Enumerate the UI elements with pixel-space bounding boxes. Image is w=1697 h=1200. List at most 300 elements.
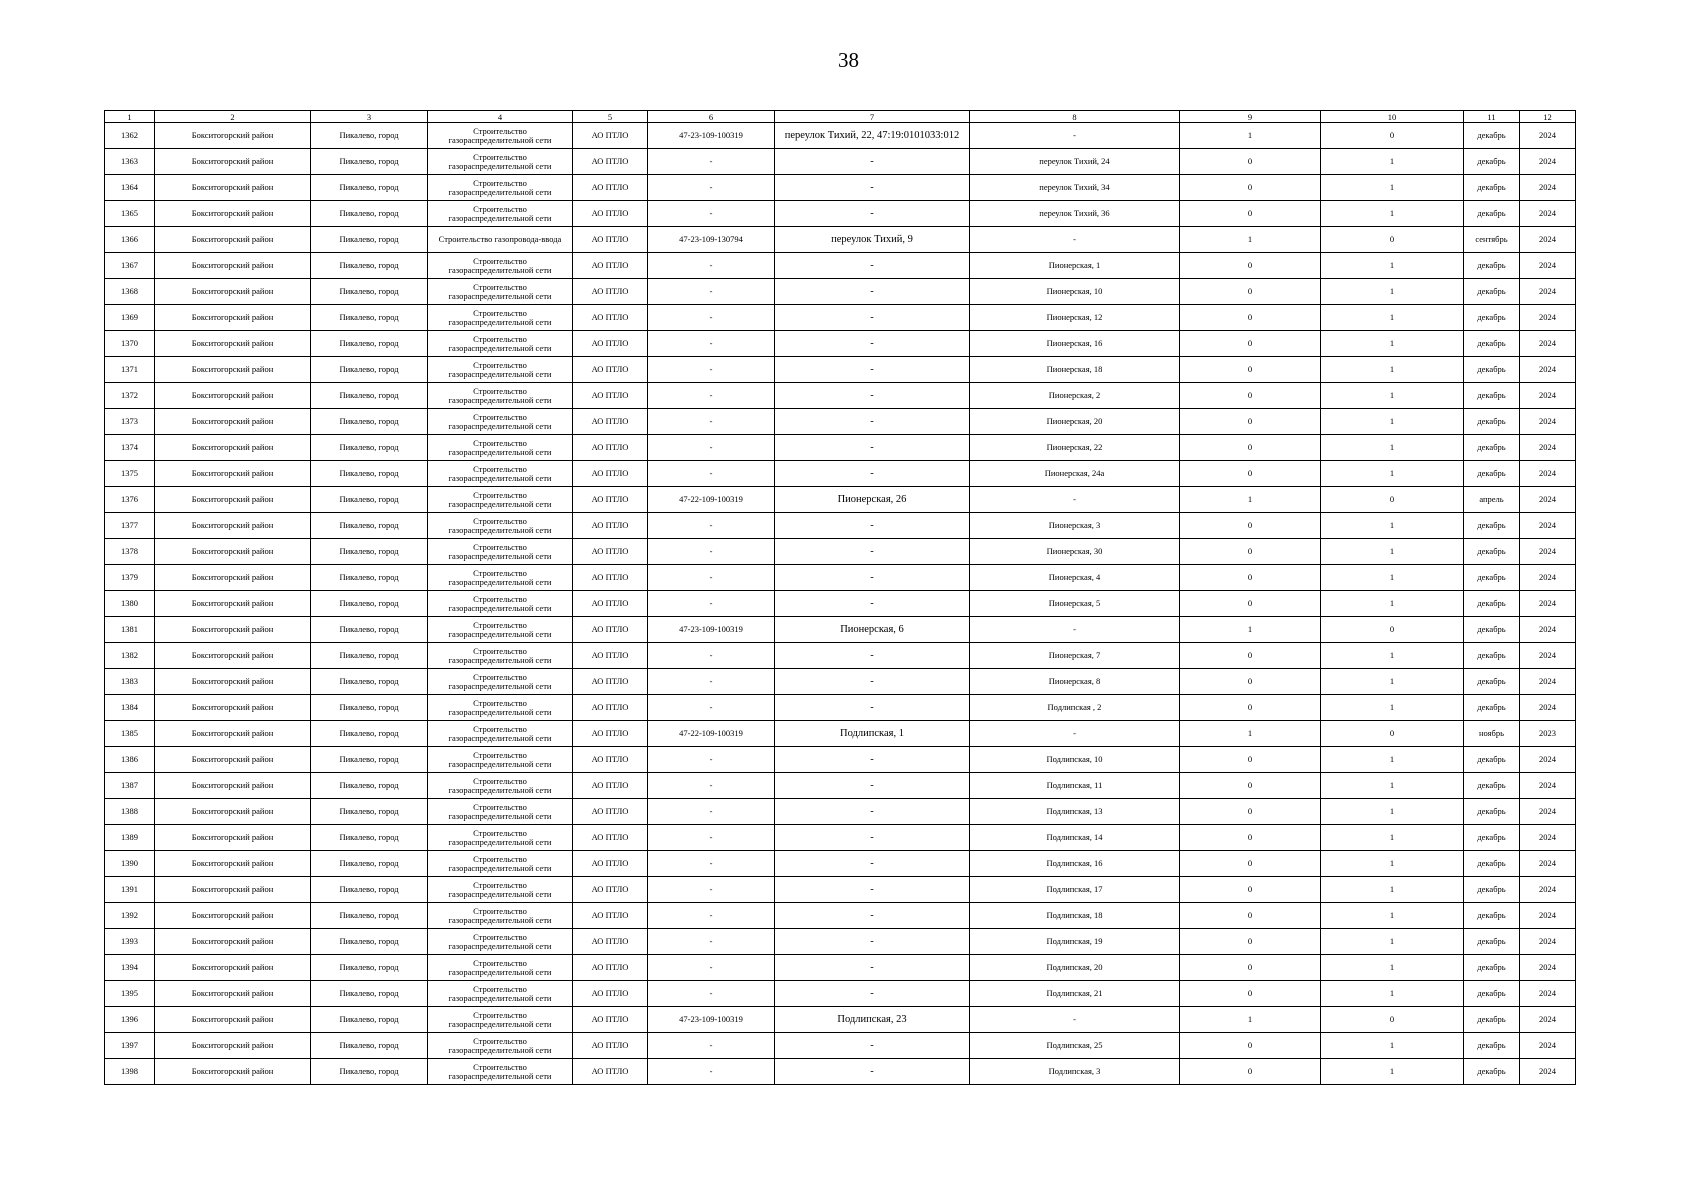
- address-cell: -: [775, 331, 970, 357]
- target-address-cell: Пионерская, 24а: [970, 461, 1180, 487]
- row-number-cell: 1366: [105, 227, 155, 253]
- district-cell: Бокситогорский район: [155, 409, 311, 435]
- row-number-cell: 1388: [105, 799, 155, 825]
- address-cell: -: [775, 1059, 970, 1085]
- column-9-cell: 0: [1180, 747, 1321, 773]
- target-address-cell: Пионерская, 18: [970, 357, 1180, 383]
- month-cell: декабрь: [1464, 565, 1520, 591]
- district-cell: Бокситогорский район: [155, 305, 311, 331]
- address-cell: -: [775, 877, 970, 903]
- column-9-cell: 0: [1180, 435, 1321, 461]
- district-cell: Бокситогорский район: [155, 227, 311, 253]
- object-code-cell: 47-22-109-100319: [648, 721, 775, 747]
- work-type-cell: Строительство газораспределительной сети: [428, 461, 573, 487]
- column-10-cell: 0: [1321, 123, 1464, 149]
- row-number-cell: 1397: [105, 1033, 155, 1059]
- column-9-cell: 0: [1180, 955, 1321, 981]
- district-cell: Бокситогорский район: [155, 903, 311, 929]
- year-cell: 2024: [1520, 903, 1576, 929]
- organization-cell: АО ПТЛО: [573, 175, 648, 201]
- column-9-cell: 0: [1180, 175, 1321, 201]
- locality-cell: Пикалево, город: [311, 565, 428, 591]
- locality-cell: Пикалево, город: [311, 253, 428, 279]
- address-cell: -: [775, 201, 970, 227]
- column-10-cell: 1: [1321, 383, 1464, 409]
- column-10-cell: 1: [1321, 851, 1464, 877]
- object-code-cell: -: [648, 929, 775, 955]
- target-address-cell: Пионерская, 5: [970, 591, 1180, 617]
- target-address-cell: Подлипская, 17: [970, 877, 1180, 903]
- work-type-cell: Строительство газораспределительной сети: [428, 513, 573, 539]
- year-cell: 2024: [1520, 539, 1576, 565]
- year-cell: 2024: [1520, 747, 1576, 773]
- month-cell: декабрь: [1464, 409, 1520, 435]
- target-address-cell: -: [970, 123, 1180, 149]
- column-9-cell: 0: [1180, 461, 1321, 487]
- locality-cell: Пикалево, город: [311, 695, 428, 721]
- row-number-cell: 1376: [105, 487, 155, 513]
- locality-cell: Пикалево, город: [311, 409, 428, 435]
- column-10-cell: 1: [1321, 929, 1464, 955]
- column-9-cell: 1: [1180, 123, 1321, 149]
- column-9-cell: 0: [1180, 201, 1321, 227]
- column-10-cell: 1: [1321, 513, 1464, 539]
- column-9-cell: 1: [1180, 487, 1321, 513]
- table-row: [105, 305, 1576, 331]
- month-cell: декабрь: [1464, 955, 1520, 981]
- year-cell: 2024: [1520, 929, 1576, 955]
- district-cell: Бокситогорский район: [155, 331, 311, 357]
- year-cell: 2024: [1520, 799, 1576, 825]
- target-address-cell: Подлипская, 14: [970, 825, 1180, 851]
- district-cell: Бокситогорский район: [155, 721, 311, 747]
- locality-cell: Пикалево, город: [311, 799, 428, 825]
- district-cell: Бокситогорский район: [155, 487, 311, 513]
- work-type-cell: Строительство газораспределительной сети: [428, 1059, 573, 1085]
- column-10-cell: 0: [1321, 721, 1464, 747]
- row-number-cell: 1363: [105, 149, 155, 175]
- year-cell: 2024: [1520, 565, 1576, 591]
- year-cell: 2024: [1520, 1007, 1576, 1033]
- organization-cell: АО ПТЛО: [573, 669, 648, 695]
- year-cell: 2024: [1520, 617, 1576, 643]
- target-address-cell: Пионерская, 1: [970, 253, 1180, 279]
- organization-cell: АО ПТЛО: [573, 903, 648, 929]
- target-address-cell: -: [970, 1007, 1180, 1033]
- year-cell: 2024: [1520, 487, 1576, 513]
- year-cell: 2024: [1520, 851, 1576, 877]
- address-cell: -: [775, 669, 970, 695]
- table-row: [105, 981, 1576, 1007]
- month-cell: декабрь: [1464, 981, 1520, 1007]
- district-cell: Бокситогорский район: [155, 799, 311, 825]
- month-cell: декабрь: [1464, 461, 1520, 487]
- column-9-cell: 0: [1180, 877, 1321, 903]
- organization-cell: АО ПТЛО: [573, 253, 648, 279]
- column-header-9: 9: [1180, 111, 1321, 123]
- district-cell: Бокситогорский район: [155, 279, 311, 305]
- year-cell: 2024: [1520, 149, 1576, 175]
- table-row: [105, 747, 1576, 773]
- table-row: [105, 461, 1576, 487]
- target-address-cell: переулок Тихий, 36: [970, 201, 1180, 227]
- address-cell: переулок Тихий, 22, 47:19:0101033:012: [775, 123, 970, 149]
- year-cell: 2023: [1520, 721, 1576, 747]
- address-cell: -: [775, 825, 970, 851]
- year-cell: 2024: [1520, 643, 1576, 669]
- row-number-cell: 1383: [105, 669, 155, 695]
- district-cell: Бокситогорский район: [155, 981, 311, 1007]
- object-code-cell: -: [648, 253, 775, 279]
- locality-cell: Пикалево, город: [311, 513, 428, 539]
- target-address-cell: Подлипская, 19: [970, 929, 1180, 955]
- district-cell: Бокситогорский район: [155, 565, 311, 591]
- work-type-cell: Строительство газораспределительной сети: [428, 539, 573, 565]
- district-cell: Бокситогорский район: [155, 1033, 311, 1059]
- month-cell: сентябрь: [1464, 227, 1520, 253]
- month-cell: декабрь: [1464, 773, 1520, 799]
- column-10-cell: 1: [1321, 773, 1464, 799]
- district-cell: Бокситогорский район: [155, 253, 311, 279]
- row-number-cell: 1365: [105, 201, 155, 227]
- address-cell: -: [775, 513, 970, 539]
- column-header-11: 11: [1464, 111, 1520, 123]
- column-9-cell: 0: [1180, 383, 1321, 409]
- column-9-cell: 0: [1180, 929, 1321, 955]
- locality-cell: Пикалево, город: [311, 279, 428, 305]
- locality-cell: Пикалево, город: [311, 721, 428, 747]
- organization-cell: АО ПТЛО: [573, 695, 648, 721]
- target-address-cell: Пионерская, 22: [970, 435, 1180, 461]
- organization-cell: АО ПТЛО: [573, 721, 648, 747]
- object-code-cell: -: [648, 383, 775, 409]
- column-10-cell: 1: [1321, 409, 1464, 435]
- column-10-cell: 1: [1321, 201, 1464, 227]
- column-10-cell: 1: [1321, 669, 1464, 695]
- column-10-cell: 1: [1321, 1033, 1464, 1059]
- data-table: [104, 110, 1576, 1085]
- address-cell: -: [775, 539, 970, 565]
- address-cell: -: [775, 903, 970, 929]
- column-10-cell: 0: [1321, 227, 1464, 253]
- address-cell: -: [775, 591, 970, 617]
- table-row: [105, 1033, 1576, 1059]
- table-row: [105, 877, 1576, 903]
- work-type-cell: Строительство газораспределительной сети: [428, 773, 573, 799]
- column-10-cell: 0: [1321, 487, 1464, 513]
- table-row: [105, 227, 1576, 253]
- column-9-cell: 1: [1180, 721, 1321, 747]
- table-row: [105, 825, 1576, 851]
- column-header-12: 12: [1520, 111, 1576, 123]
- column-header-10: 10: [1321, 111, 1464, 123]
- organization-cell: АО ПТЛО: [573, 1033, 648, 1059]
- object-code-cell: -: [648, 591, 775, 617]
- organization-cell: АО ПТЛО: [573, 331, 648, 357]
- target-address-cell: Подлипская, 25: [970, 1033, 1180, 1059]
- month-cell: декабрь: [1464, 253, 1520, 279]
- district-cell: Бокситогорский район: [155, 175, 311, 201]
- column-9-cell: 0: [1180, 1033, 1321, 1059]
- target-address-cell: переулок Тихий, 34: [970, 175, 1180, 201]
- table-row: [105, 695, 1576, 721]
- month-cell: апрель: [1464, 487, 1520, 513]
- year-cell: 2024: [1520, 409, 1576, 435]
- object-code-cell: -: [648, 1033, 775, 1059]
- month-cell: декабрь: [1464, 539, 1520, 565]
- target-address-cell: Пионерская, 30: [970, 539, 1180, 565]
- work-type-cell: Строительство газораспределительной сети: [428, 123, 573, 149]
- object-code-cell: -: [648, 305, 775, 331]
- target-address-cell: -: [970, 487, 1180, 513]
- locality-cell: Пикалево, город: [311, 747, 428, 773]
- column-9-cell: 0: [1180, 149, 1321, 175]
- table-row: [105, 123, 1576, 149]
- table-row: [105, 773, 1576, 799]
- row-number-cell: 1370: [105, 331, 155, 357]
- object-code-cell: 47-23-109-130794: [648, 227, 775, 253]
- organization-cell: АО ПТЛО: [573, 643, 648, 669]
- year-cell: 2024: [1520, 513, 1576, 539]
- table-row: [105, 721, 1576, 747]
- row-number-cell: 1385: [105, 721, 155, 747]
- address-cell: -: [775, 799, 970, 825]
- work-type-cell: Строительство газораспределительной сети: [428, 591, 573, 617]
- target-address-cell: Подлипская, 18: [970, 903, 1180, 929]
- target-address-cell: Пионерская, 7: [970, 643, 1180, 669]
- year-cell: 2024: [1520, 877, 1576, 903]
- locality-cell: Пикалево, город: [311, 305, 428, 331]
- row-number-cell: 1378: [105, 539, 155, 565]
- target-address-cell: Подлипская, 13: [970, 799, 1180, 825]
- table-row: [105, 643, 1576, 669]
- object-code-cell: -: [648, 851, 775, 877]
- month-cell: декабрь: [1464, 513, 1520, 539]
- address-cell: -: [775, 773, 970, 799]
- locality-cell: Пикалево, город: [311, 175, 428, 201]
- object-code-cell: -: [648, 747, 775, 773]
- row-number-cell: 1394: [105, 955, 155, 981]
- object-code-cell: -: [648, 695, 775, 721]
- district-cell: Бокситогорский район: [155, 1059, 311, 1085]
- address-cell: -: [775, 643, 970, 669]
- table-row: [105, 253, 1576, 279]
- year-cell: 2024: [1520, 461, 1576, 487]
- district-cell: Бокситогорский район: [155, 773, 311, 799]
- column-9-cell: 1: [1180, 1007, 1321, 1033]
- row-number-cell: 1371: [105, 357, 155, 383]
- column-9-cell: 0: [1180, 305, 1321, 331]
- organization-cell: АО ПТЛО: [573, 825, 648, 851]
- year-cell: 2024: [1520, 227, 1576, 253]
- month-cell: декабрь: [1464, 123, 1520, 149]
- work-type-cell: Строительство газораспределительной сети: [428, 929, 573, 955]
- table-row: [105, 435, 1576, 461]
- target-address-cell: переулок Тихий, 24: [970, 149, 1180, 175]
- address-cell: -: [775, 1033, 970, 1059]
- object-code-cell: -: [648, 201, 775, 227]
- locality-cell: Пикалево, город: [311, 643, 428, 669]
- row-number-cell: 1380: [105, 591, 155, 617]
- object-code-cell: -: [648, 461, 775, 487]
- month-cell: декабрь: [1464, 331, 1520, 357]
- locality-cell: Пикалево, город: [311, 955, 428, 981]
- row-number-cell: 1396: [105, 1007, 155, 1033]
- object-code-cell: -: [648, 149, 775, 175]
- address-cell: -: [775, 409, 970, 435]
- address-cell: -: [775, 357, 970, 383]
- year-cell: 2024: [1520, 825, 1576, 851]
- row-number-cell: 1395: [105, 981, 155, 1007]
- row-number-cell: 1381: [105, 617, 155, 643]
- work-type-cell: Строительство газораспределительной сети: [428, 851, 573, 877]
- row-number-cell: 1375: [105, 461, 155, 487]
- work-type-cell: Строительство газораспределительной сети: [428, 149, 573, 175]
- organization-cell: АО ПТЛО: [573, 773, 648, 799]
- row-number-cell: 1386: [105, 747, 155, 773]
- column-9-cell: 0: [1180, 409, 1321, 435]
- column-10-cell: 0: [1321, 617, 1464, 643]
- month-cell: декабрь: [1464, 1007, 1520, 1033]
- work-type-cell: Строительство газораспределительной сети: [428, 409, 573, 435]
- work-type-cell: Строительство газораспределительной сети: [428, 981, 573, 1007]
- table-row: [105, 409, 1576, 435]
- work-type-cell: Строительство газораспределительной сети: [428, 253, 573, 279]
- month-cell: декабрь: [1464, 591, 1520, 617]
- address-cell: -: [775, 851, 970, 877]
- row-number-cell: 1362: [105, 123, 155, 149]
- target-address-cell: Подлипская, 16: [970, 851, 1180, 877]
- work-type-cell: Строительство газораспределительной сети: [428, 825, 573, 851]
- target-address-cell: Пионерская, 4: [970, 565, 1180, 591]
- column-10-cell: 1: [1321, 799, 1464, 825]
- district-cell: Бокситогорский район: [155, 435, 311, 461]
- column-9-cell: 0: [1180, 981, 1321, 1007]
- month-cell: декабрь: [1464, 305, 1520, 331]
- column-10-cell: 1: [1321, 435, 1464, 461]
- column-header-4: 4: [428, 111, 573, 123]
- year-cell: 2024: [1520, 695, 1576, 721]
- organization-cell: АО ПТЛО: [573, 383, 648, 409]
- district-cell: Бокситогорский район: [155, 929, 311, 955]
- object-code-cell: -: [648, 435, 775, 461]
- locality-cell: Пикалево, город: [311, 149, 428, 175]
- month-cell: декабрь: [1464, 357, 1520, 383]
- address-cell: -: [775, 747, 970, 773]
- organization-cell: АО ПТЛО: [573, 279, 648, 305]
- month-cell: декабрь: [1464, 929, 1520, 955]
- table-row: [105, 513, 1576, 539]
- work-type-cell: Строительство газораспределительной сети: [428, 175, 573, 201]
- work-type-cell: Строительство газораспределительной сети: [428, 955, 573, 981]
- column-10-cell: 1: [1321, 253, 1464, 279]
- district-cell: Бокситогорский район: [155, 877, 311, 903]
- address-cell: -: [775, 695, 970, 721]
- row-number-cell: 1368: [105, 279, 155, 305]
- target-address-cell: Пионерская, 20: [970, 409, 1180, 435]
- work-type-cell: Строительство газораспределительной сети: [428, 747, 573, 773]
- address-cell: Пионерская, 6: [775, 617, 970, 643]
- column-10-cell: 1: [1321, 175, 1464, 201]
- object-code-cell: -: [648, 669, 775, 695]
- target-address-cell: Пионерская, 2: [970, 383, 1180, 409]
- district-cell: Бокситогорский район: [155, 383, 311, 409]
- row-number-cell: 1377: [105, 513, 155, 539]
- locality-cell: Пикалево, город: [311, 825, 428, 851]
- address-cell: Пионерская, 26: [775, 487, 970, 513]
- month-cell: ноябрь: [1464, 721, 1520, 747]
- month-cell: декабрь: [1464, 1059, 1520, 1085]
- column-10-cell: 1: [1321, 825, 1464, 851]
- column-9-cell: 0: [1180, 539, 1321, 565]
- district-cell: Бокситогорский район: [155, 1007, 311, 1033]
- work-type-cell: Строительство газораспределительной сети: [428, 201, 573, 227]
- year-cell: 2024: [1520, 123, 1576, 149]
- organization-cell: АО ПТЛО: [573, 981, 648, 1007]
- locality-cell: Пикалево, город: [311, 981, 428, 1007]
- organization-cell: АО ПТЛО: [573, 617, 648, 643]
- column-10-cell: 1: [1321, 955, 1464, 981]
- organization-cell: АО ПТЛО: [573, 513, 648, 539]
- address-cell: -: [775, 279, 970, 305]
- address-cell: -: [775, 305, 970, 331]
- column-9-cell: 0: [1180, 591, 1321, 617]
- month-cell: декабрь: [1464, 877, 1520, 903]
- row-number-cell: 1393: [105, 929, 155, 955]
- district-cell: Бокситогорский район: [155, 539, 311, 565]
- object-code-cell: -: [648, 903, 775, 929]
- work-type-cell: Строительство газораспределительной сети: [428, 903, 573, 929]
- address-cell: -: [775, 435, 970, 461]
- month-cell: декабрь: [1464, 201, 1520, 227]
- district-cell: Бокситогорский район: [155, 591, 311, 617]
- column-9-cell: 0: [1180, 565, 1321, 591]
- year-cell: 2024: [1520, 981, 1576, 1007]
- row-number-cell: 1392: [105, 903, 155, 929]
- work-type-cell: Строительство газораспределительной сети: [428, 799, 573, 825]
- locality-cell: Пикалево, город: [311, 201, 428, 227]
- address-cell: -: [775, 955, 970, 981]
- table-row: [105, 617, 1576, 643]
- column-9-cell: 0: [1180, 825, 1321, 851]
- object-code-cell: -: [648, 1059, 775, 1085]
- object-code-cell: -: [648, 773, 775, 799]
- locality-cell: Пикалево, город: [311, 539, 428, 565]
- column-header-7: 7: [775, 111, 970, 123]
- column-header-3: 3: [311, 111, 428, 123]
- locality-cell: Пикалево, город: [311, 851, 428, 877]
- month-cell: декабрь: [1464, 175, 1520, 201]
- year-cell: 2024: [1520, 591, 1576, 617]
- table-row: [105, 201, 1576, 227]
- organization-cell: АО ПТЛО: [573, 461, 648, 487]
- organization-cell: АО ПТЛО: [573, 201, 648, 227]
- column-10-cell: 1: [1321, 331, 1464, 357]
- address-cell: -: [775, 565, 970, 591]
- table-row: [105, 331, 1576, 357]
- object-code-cell: -: [648, 513, 775, 539]
- column-10-cell: 1: [1321, 539, 1464, 565]
- organization-cell: АО ПТЛО: [573, 305, 648, 331]
- column-10-cell: 1: [1321, 643, 1464, 669]
- locality-cell: Пикалево, город: [311, 591, 428, 617]
- address-cell: -: [775, 383, 970, 409]
- work-type-cell: Строительство газораспределительной сети: [428, 357, 573, 383]
- organization-cell: АО ПТЛО: [573, 851, 648, 877]
- row-number-cell: 1398: [105, 1059, 155, 1085]
- work-type-cell: Строительство газораспределительной сети: [428, 1007, 573, 1033]
- row-number-cell: 1389: [105, 825, 155, 851]
